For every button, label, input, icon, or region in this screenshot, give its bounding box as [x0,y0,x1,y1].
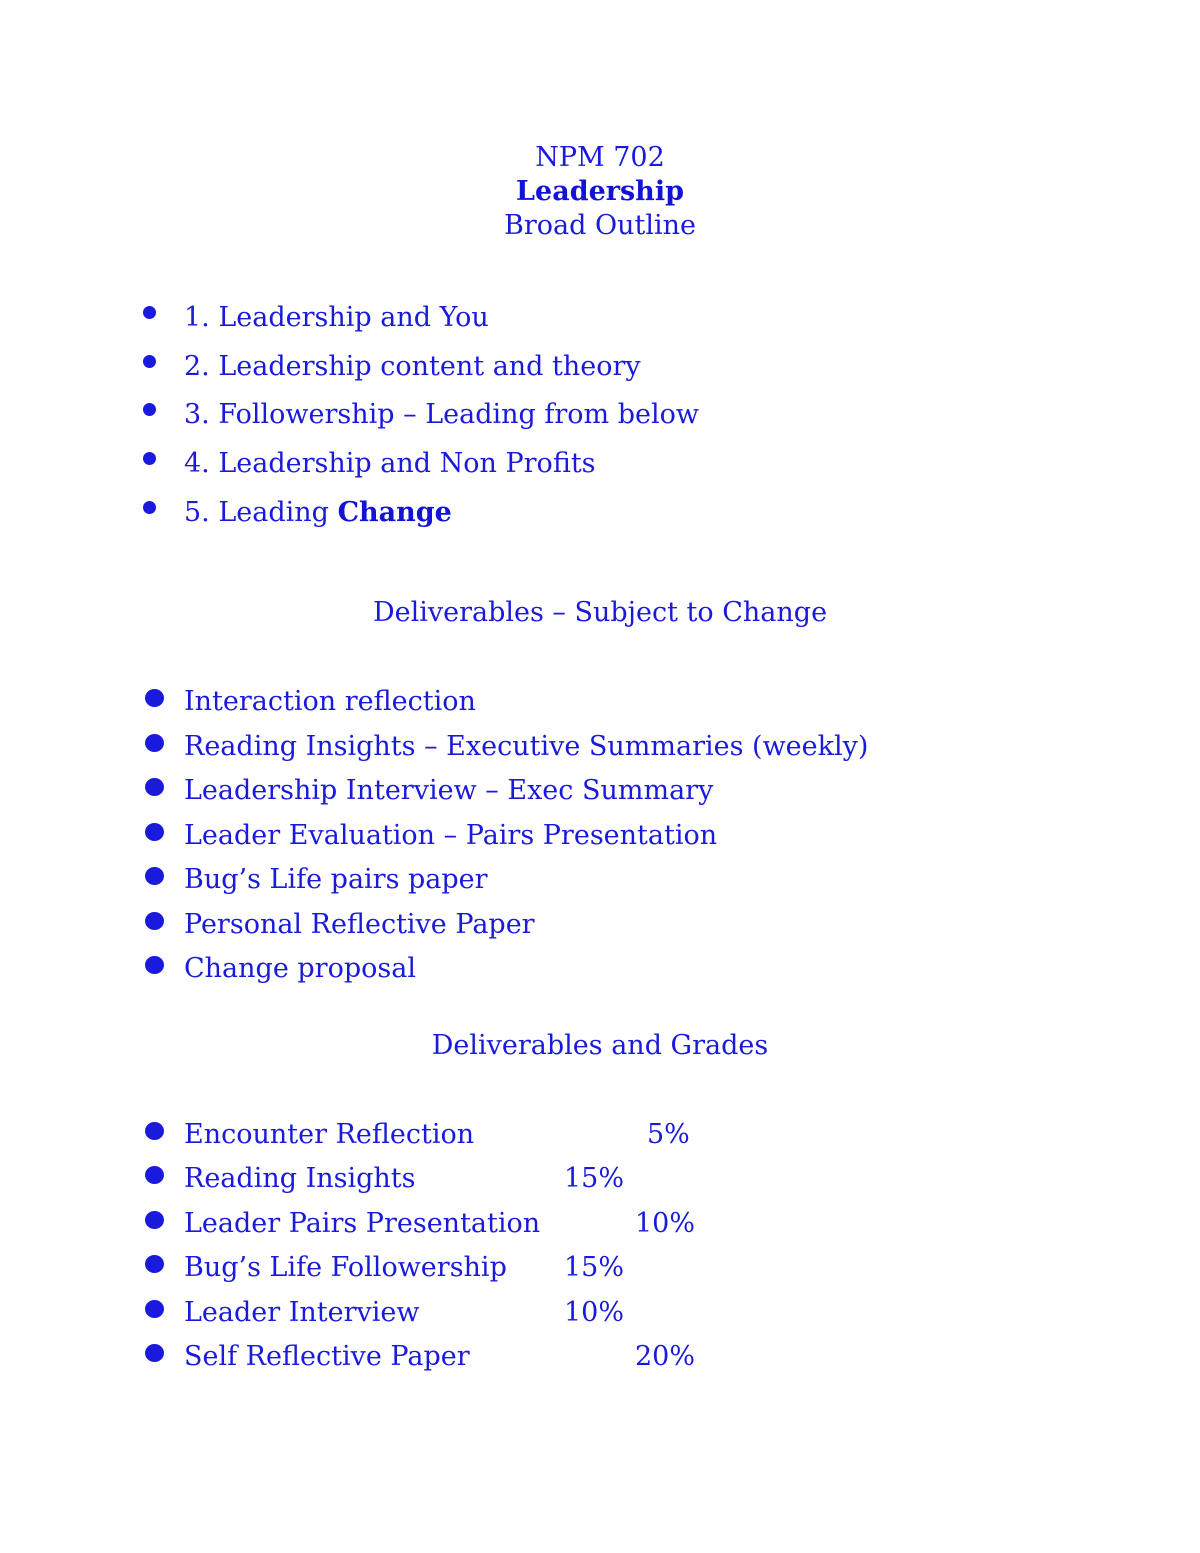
outline-item [0,347,1200,387]
deliverable-item [0,771,1200,811]
grade-item-name: Reading Insights [184,1163,416,1194]
grade-item-name: Self Reflective Paper [184,1341,470,1372]
deliverable-item [0,682,1200,722]
bullet-icon [143,452,156,465]
outline-item [0,493,1200,533]
grade-item [0,1115,1200,1155]
deliverable-item [0,905,1200,945]
outline-item [0,444,1200,484]
bullet-icon [143,403,156,416]
deliverables-heading: Deliverables – Subject to Change [372,597,828,628]
bullet-icon [145,823,164,841]
bullet-icon [145,689,164,707]
grade-item-weight: 20% [635,1341,696,1372]
bullet-icon [145,1344,164,1362]
bullet-icon [145,1300,164,1318]
outline-item-text: Leadership content and theory [218,351,641,382]
grade-item-weight: 15% [564,1163,625,1194]
deliverable-text: Interaction reflection [184,686,476,717]
grade-item [0,1337,1200,1377]
outline-item-text: Followership – Leading from below [218,399,700,430]
deliverable-item [0,727,1200,767]
course-title: Leadership [516,176,684,207]
grade-item-weight: 5% [647,1119,690,1150]
outline-item-number: 5. [184,497,210,528]
grade-item [0,1204,1200,1244]
deliverable-text: Personal Reflective Paper [184,909,535,940]
grade-item [0,1248,1200,1288]
outline-item [0,395,1200,435]
deliverable-item [0,816,1200,856]
grade-item-name: Bug’s Life Followership [184,1252,507,1283]
outline-item [0,298,1200,338]
bullet-icon [145,912,164,930]
outline-item-number: 2. [184,351,210,382]
outline-item-text: Leading [218,497,329,528]
deliverable-text: Leadership Interview – Exec Summary [184,775,714,806]
grades-heading: Deliverables and Grades [431,1030,769,1061]
deliverable-text: Reading Insights – Executive Summaries (weekly) [184,731,869,762]
outline-subtitle: Broad Outline [504,210,696,241]
grade-item-weight: 10% [564,1297,625,1328]
outline-item-number: 3. [184,399,210,430]
grade-item [0,1293,1200,1333]
bullet-icon [143,501,156,514]
deliverable-text: Change proposal [184,953,416,984]
bullet-icon [145,1122,164,1140]
outline-item-bold-text: Change [337,497,452,528]
deliverable-item [0,860,1200,900]
outline-item-number: 4. [184,448,210,479]
grade-item [0,1159,1200,1199]
bullet-icon [145,1211,164,1229]
bullet-icon [145,1255,164,1273]
bullet-icon [145,1166,164,1184]
grade-item-name: Leader Pairs Presentation [184,1208,541,1239]
course-code: NPM 702 [535,142,665,173]
bullet-icon [143,355,156,368]
grade-item-weight: 15% [564,1252,625,1283]
bullet-icon [145,734,164,752]
outline-item-number: 1. [184,302,210,333]
deliverable-text: Bug’s Life pairs paper [184,864,488,895]
bullet-icon [145,867,164,885]
grade-item-name: Leader Interview [184,1297,420,1328]
outline-item-text: Leadership and Non Profits [218,448,596,479]
bullet-icon [145,956,164,974]
bullet-icon [145,778,164,796]
deliverable-text: Leader Evaluation – Pairs Presentation [184,820,718,851]
bullet-icon [143,306,156,319]
grade-item-name: Encounter Reflection [184,1119,475,1150]
grade-item-weight: 10% [635,1208,696,1239]
deliverable-item [0,949,1200,989]
outline-item-text: Leadership and You [218,302,489,333]
